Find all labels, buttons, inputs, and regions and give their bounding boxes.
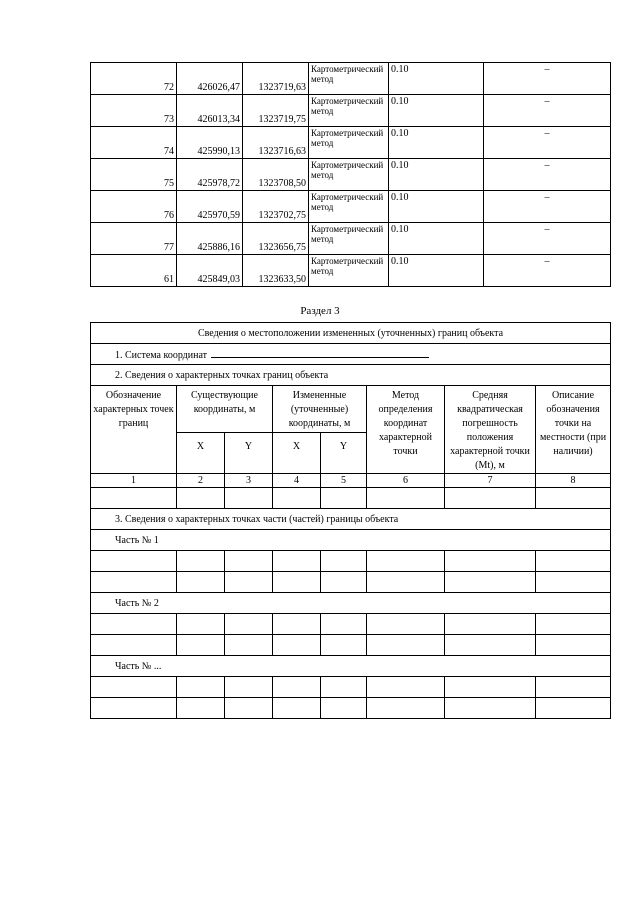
header-accuracy: Средняя квадратическая погрешность положения характерной точки (Mt), м: [445, 386, 536, 474]
coord-y: 1323719,63: [243, 63, 309, 95]
description: –: [484, 159, 611, 191]
table-row: [91, 698, 611, 719]
description: –: [484, 63, 611, 95]
table-cell[interactable]: [91, 572, 177, 593]
table-cell[interactable]: [445, 488, 536, 509]
accuracy: 0.10: [389, 223, 484, 255]
table-cell[interactable]: [177, 551, 225, 572]
table-row: [91, 488, 611, 509]
table-cell[interactable]: [273, 635, 321, 656]
coord-y: 1323719,75: [243, 95, 309, 127]
header-existing-y: Y: [225, 432, 273, 473]
coord-x: 425886,16: [177, 223, 243, 255]
coordinates-table: [90, 62, 611, 287]
table-row: [91, 191, 611, 223]
part-heading-row: [91, 593, 611, 614]
description: –: [484, 127, 611, 159]
description: –: [484, 191, 611, 223]
header-existing-x: X: [177, 432, 225, 473]
table-cell[interactable]: [177, 488, 225, 509]
accuracy: 0.10: [389, 127, 484, 159]
table-row: [91, 614, 611, 635]
table-cell[interactable]: [536, 551, 611, 572]
table-cell[interactable]: [273, 677, 321, 698]
point-number: 74: [91, 127, 177, 159]
table-cell[interactable]: [273, 551, 321, 572]
coord-system-field[interactable]: [211, 347, 429, 358]
coord-system-row: [91, 344, 611, 365]
point-number: 72: [91, 63, 177, 95]
table-cell[interactable]: [91, 551, 177, 572]
table-cell[interactable]: [367, 677, 445, 698]
header-changed-coords: Измененные (уточненные) координаты, м: [273, 386, 367, 433]
table-cell[interactable]: [177, 572, 225, 593]
point-number: 61: [91, 255, 177, 287]
column-number: 6: [367, 474, 445, 488]
table-cell[interactable]: [367, 572, 445, 593]
table-row: [91, 551, 611, 572]
table-row: [91, 223, 611, 255]
method: Картометрический метод: [309, 255, 389, 287]
table-row: [91, 572, 611, 593]
table-row: [91, 635, 611, 656]
section-title: Раздел 3: [300, 305, 340, 317]
method: Картометрический метод: [309, 63, 389, 95]
table-cell[interactable]: [536, 698, 611, 719]
accuracy: 0.10: [389, 63, 484, 95]
table-cell[interactable]: [445, 551, 536, 572]
accuracy: 0.10: [389, 95, 484, 127]
table-cell[interactable]: [321, 635, 367, 656]
method: Картометрический метод: [309, 223, 389, 255]
table-cell[interactable]: [225, 677, 273, 698]
table-cell[interactable]: [536, 635, 611, 656]
method: Картометрический метод: [309, 159, 389, 191]
column-number: 1: [91, 474, 177, 488]
description: –: [484, 95, 611, 127]
accuracy: 0.10: [389, 191, 484, 223]
description: –: [484, 255, 611, 287]
table-row: [91, 127, 611, 159]
point-number: 73: [91, 95, 177, 127]
table-cell[interactable]: [321, 488, 367, 509]
method: Картометрический метод: [309, 127, 389, 159]
column-number: 3: [225, 474, 273, 488]
table-cell[interactable]: [321, 551, 367, 572]
table-row: [91, 677, 611, 698]
table-cell[interactable]: [273, 614, 321, 635]
table-cell[interactable]: [445, 614, 536, 635]
points-heading: 2. Сведения о характерных точках границ объекта: [91, 365, 611, 386]
table-cell[interactable]: [321, 614, 367, 635]
table-cell[interactable]: [91, 677, 177, 698]
table-cell[interactable]: [177, 677, 225, 698]
point-number: 77: [91, 223, 177, 255]
part-label: Часть № 2: [91, 593, 611, 614]
column-number: 2: [177, 474, 225, 488]
method: Картометрический метод: [309, 95, 389, 127]
coord-x: 425990,13: [177, 127, 243, 159]
table-title: Сведения о местоположении измененных (уточненных) границ объекта: [91, 323, 611, 344]
table-cell[interactable]: [273, 488, 321, 509]
parts-heading: 3. Сведения о характерных точках части (частей) границы объекта: [91, 509, 611, 530]
table-cell[interactable]: [225, 488, 273, 509]
column-number: 5: [321, 474, 367, 488]
coord-y: 1323656,75: [243, 223, 309, 255]
table-cell[interactable]: [177, 698, 225, 719]
part-heading-row: [91, 530, 611, 551]
table-cell[interactable]: [321, 677, 367, 698]
header-existing-coords: Существующие координаты, м: [177, 386, 273, 433]
table-cell[interactable]: [445, 572, 536, 593]
part-heading-row: [91, 656, 611, 677]
column-number: 7: [445, 474, 536, 488]
table-cell[interactable]: [177, 635, 225, 656]
table-cell[interactable]: [367, 551, 445, 572]
table-cell[interactable]: [91, 698, 177, 719]
coord-y: 1323716,63: [243, 127, 309, 159]
header-description: Описание обозначения точки на местности (при наличии): [536, 386, 611, 474]
coord-y: 1323633,50: [243, 255, 309, 287]
point-number: 75: [91, 159, 177, 191]
header-method: Метод определения координат характерной точки: [367, 386, 445, 474]
table-cell[interactable]: [367, 614, 445, 635]
header-changed-y: Y: [321, 432, 367, 473]
description: –: [484, 223, 611, 255]
table-cell[interactable]: [225, 635, 273, 656]
point-number: 76: [91, 191, 177, 223]
coord-y: 1323702,75: [243, 191, 309, 223]
coord-x: 425849,03: [177, 255, 243, 287]
coord-system-label: 1. Система координат: [115, 350, 208, 361]
part-label: Часть № 1: [91, 530, 611, 551]
table-cell[interactable]: [91, 488, 177, 509]
table-cell[interactable]: [536, 488, 611, 509]
table-cell[interactable]: [367, 488, 445, 509]
table-cell[interactable]: [445, 635, 536, 656]
column-number: 4: [273, 474, 321, 488]
header-designation: Обозначение характерных точек границ: [91, 386, 177, 474]
table-row: [91, 95, 611, 127]
table-cell[interactable]: [367, 635, 445, 656]
table-cell[interactable]: [225, 614, 273, 635]
table-cell[interactable]: [273, 698, 321, 719]
table-cell[interactable]: [367, 698, 445, 719]
table-cell[interactable]: [177, 614, 225, 635]
accuracy: 0.10: [389, 159, 484, 191]
accuracy: 0.10: [389, 255, 484, 287]
header-changed-x: X: [273, 432, 321, 473]
table-cell[interactable]: [321, 698, 367, 719]
table-cell[interactable]: [273, 572, 321, 593]
table-cell[interactable]: [225, 572, 273, 593]
coord-y: 1323708,50: [243, 159, 309, 191]
table-cell[interactable]: [536, 677, 611, 698]
coord-x: 426026,47: [177, 63, 243, 95]
table-cell[interactable]: [225, 698, 273, 719]
coord-x: 426013,34: [177, 95, 243, 127]
method: Картометрический метод: [309, 191, 389, 223]
table-cell[interactable]: [91, 614, 177, 635]
column-numbers-row: [91, 474, 611, 488]
table-cell[interactable]: [536, 572, 611, 593]
table-cell[interactable]: [321, 572, 367, 593]
table-cell[interactable]: [91, 635, 177, 656]
part-label: Часть № ...: [91, 656, 611, 677]
table-row: [91, 159, 611, 191]
table-row: [91, 63, 611, 95]
coord-x: 425970,59: [177, 191, 243, 223]
table-cell[interactable]: [445, 677, 536, 698]
table-cell[interactable]: [445, 698, 536, 719]
changed-borders-table: [90, 322, 611, 719]
table-row: [91, 255, 611, 287]
coord-x: 425978,72: [177, 159, 243, 191]
table-cell[interactable]: [536, 614, 611, 635]
column-number: 8: [536, 474, 611, 488]
table-cell[interactable]: [225, 551, 273, 572]
